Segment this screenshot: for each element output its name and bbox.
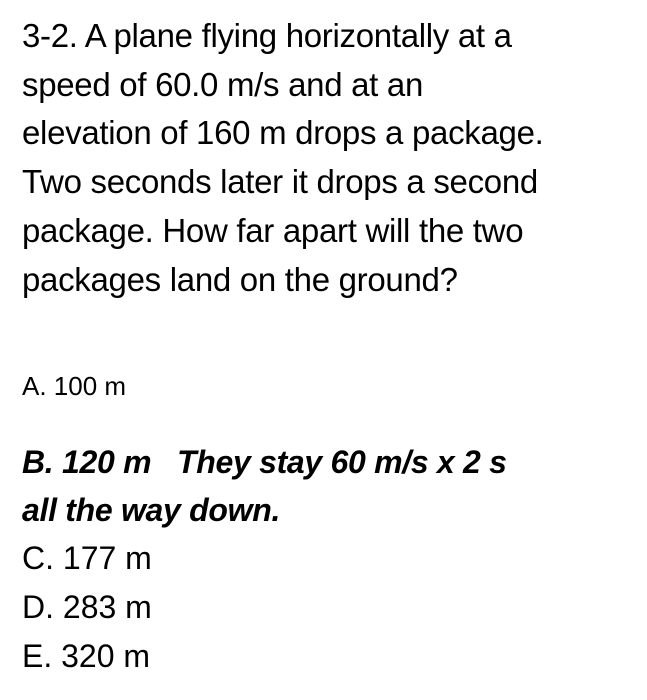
question-line: 3-2. A plane flying horizontally at a	[22, 17, 512, 54]
question-line: elevation of 160 m drops a package.	[22, 114, 544, 152]
choice-b-line: B. 120 m They stay 60 m/s x 2 s	[22, 444, 507, 480]
choice-list	[22, 534, 152, 681]
question-text	[22, 12, 637, 304]
question-line: speed of 60.0 m/s and at an	[22, 65, 424, 103]
question-line: package. How far apart will the two	[22, 211, 524, 249]
choice-b-answer	[22, 438, 507, 534]
choice-b-line: all the way down.	[22, 492, 281, 528]
question-line: Two seconds later it drops a second	[22, 163, 538, 201]
choice-a: A. 100 m	[22, 371, 127, 401]
choice-d: D. 283 m	[22, 589, 152, 625]
choice-c: C. 177 m	[22, 540, 152, 576]
choice-e: E. 320 m	[22, 638, 151, 674]
question-line: packages land on the ground?	[22, 260, 458, 298]
